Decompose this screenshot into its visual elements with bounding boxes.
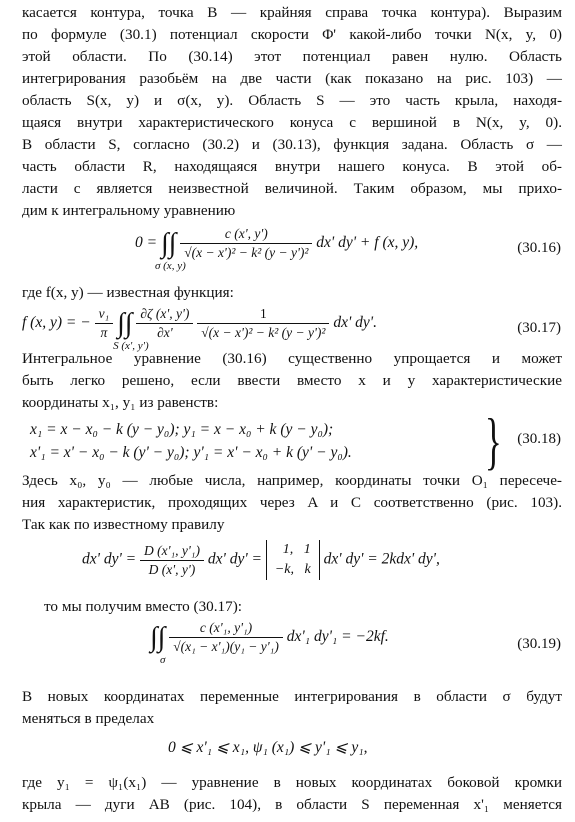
eq-lhs: dx' dy' = xyxy=(82,550,137,568)
fraction xyxy=(136,306,193,341)
equation-30-16 xyxy=(135,226,418,274)
text-line: касается контура, точка B — крайняя справа точка контура). Выразим xyxy=(22,4,562,21)
double-integral-sign: ∫∫ σ xyxy=(150,621,166,666)
double-integral-sign: ∫∫ S (x', y') xyxy=(113,307,149,352)
fraction-denominator: √(x − x')² − k² (y − y')² xyxy=(184,245,309,260)
text-line: где f(x, y) — известная функция: xyxy=(22,284,234,301)
right-brace: } xyxy=(484,405,502,476)
eq-tail: dx' dy' + f (x, y), xyxy=(316,234,419,252)
eq-tail: dx' dy' = 2kdx' dy', xyxy=(323,550,440,568)
eq-tail: dx' dy'. xyxy=(333,314,377,332)
integral-domain: S (x', y') xyxy=(113,339,149,352)
equation-number: (30.16) xyxy=(517,240,561,256)
double-integral-sign: ∫∫ σ (x, y) xyxy=(154,227,186,272)
text-line: интегрирования разобьём на две части (как показано на рис. 103) — xyxy=(22,70,562,87)
fraction-numerator: v₁ xyxy=(95,306,114,324)
coefficient-fraction xyxy=(95,306,114,341)
text-line: быть легко решено, если ввести вместо x и y характеристические xyxy=(22,372,562,389)
eq-middle: dx' dy' = xyxy=(207,550,262,568)
equation-limits: 0 ⩽ x'₁ ⩽ x₁, ψ₁ (x₁) ⩽ y'₁ ⩽ y₁, xyxy=(168,739,368,756)
eq-row: x₁ = x − x₀ − k (y − y₀); y₁ = x − x₀ + k (y − y₀); xyxy=(30,421,334,438)
equation-jacobian xyxy=(82,540,440,588)
text-line: по формуле (30.1) потенциал скорости Φ' какой-либо точки N(x, y, 0) xyxy=(22,26,562,43)
text-line: меняться в пределах xyxy=(22,710,155,727)
text-line: Здесь x₀, y₀ — любые числа, например, координаты точки O₁ пересече- xyxy=(22,472,562,489)
fraction-numerator: c (x'₁, y'₁) xyxy=(169,620,283,638)
matrix-cell: k xyxy=(304,562,311,577)
text-line: часть области R, находящаяся внутри нашего конуса. В этой об- xyxy=(22,158,562,175)
matrix-cell: 1, xyxy=(282,542,294,557)
matrix-cell: 1 xyxy=(303,542,311,557)
text-line: Так как по известному правилу xyxy=(22,516,225,533)
text-line: дим к интегральному уравнению xyxy=(22,202,236,219)
equation-number: (30.17) xyxy=(517,320,561,336)
equation-30-19 xyxy=(150,620,389,670)
eq-lhs: f (x, y) = − xyxy=(22,314,91,332)
fraction-numerator: c (x', y') xyxy=(180,226,312,244)
text-line: координаты x₁, y₁ из равенств: xyxy=(22,394,219,411)
integral-domain: σ xyxy=(160,653,166,666)
matrix-cell: −k, xyxy=(274,562,295,577)
equation-30-18 xyxy=(30,418,352,464)
equation-number: (30.18) xyxy=(517,431,561,447)
text-line: ния характеристик, проходящих через A и C соответственно (рис. 103). xyxy=(22,494,562,511)
eq-tail: dx'₁ dy'₁ = −2kf. xyxy=(286,628,389,646)
text-line: где y₁ = ψ₁(x₁) — уравнение в новых координатах боковой кромки xyxy=(22,774,562,791)
fraction-denominator: ∂x' xyxy=(157,325,173,340)
fraction-denominator: π xyxy=(100,325,108,340)
text-line: В области S, согласно (30.2) и (30.13), функция задана. Область σ — xyxy=(22,136,562,153)
fraction-denominator: √(x₁ − x'₁)(y₁ − y'₁) xyxy=(173,639,279,654)
equation-number: (30.19) xyxy=(517,636,561,652)
fraction-numerator: ∂ζ (x', y') xyxy=(136,306,193,324)
text-line: область S(x, y) и σ(x, y). Область S — это часть крыла, находя- xyxy=(22,92,562,109)
fraction xyxy=(140,543,204,578)
eq-lhs: 0 = xyxy=(135,234,158,252)
text-line: Интегральное уравнение (30.16) существенно упрощается и может xyxy=(22,350,562,367)
fraction-numerator: D (x'₁, y'₁) xyxy=(140,543,204,561)
eq-row: x'₁ = x' − x₀ − k (y' − y₀); y'₁ = x' − x₀ + k (y' − y₀). xyxy=(30,444,352,461)
text-line: ласти c является неизвестной величиной. Таким образом, мы прихо- xyxy=(22,180,562,197)
text-line: крыла — дуги AB (рис. 104), в области S переменная x'₁ меняется xyxy=(22,796,562,813)
fraction-numerator: 1 xyxy=(197,306,329,324)
text-line: то мы получим вместо (30.17): xyxy=(44,598,243,615)
fraction-denominator: √(x − x')² − k² (y − y')² xyxy=(201,325,326,340)
fraction xyxy=(180,226,312,261)
fraction xyxy=(169,620,283,655)
text-line: щаяся внутри характеристического конуса с вершиной в N(x, y, 0). xyxy=(22,114,562,131)
integral-domain: σ (x, y) xyxy=(154,259,186,272)
fraction xyxy=(197,306,329,341)
text-line: В новых координатах переменные интегрирования в области σ будут xyxy=(22,688,562,705)
fraction-denominator: D (x', y') xyxy=(148,561,196,577)
determinant xyxy=(266,540,320,580)
text-line: этой области. По (30.14) этот потенциал равен нулю. Область xyxy=(22,48,562,65)
